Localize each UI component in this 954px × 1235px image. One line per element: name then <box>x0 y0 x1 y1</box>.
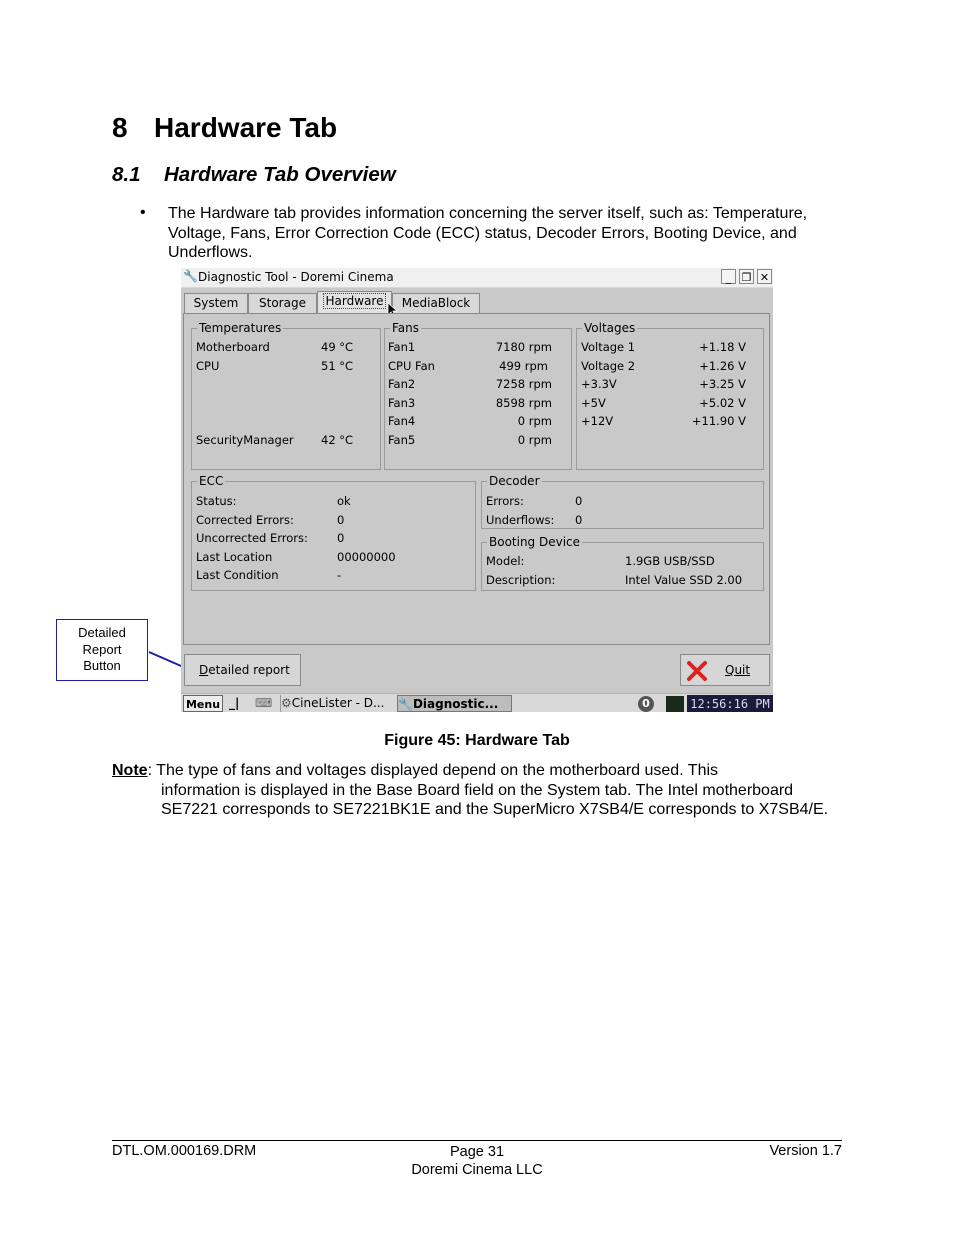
booting-label: Model: <box>486 554 525 568</box>
fan-value: 0 rpm <box>517 432 552 447</box>
decoder-label: Underflows: <box>486 513 555 527</box>
figure-caption: Figure 45: Hardware Tab <box>384 732 570 749</box>
voltage-value: +11.90 V <box>691 414 746 429</box>
ecc-value: ok <box>337 494 351 508</box>
tab-storage[interactable]: Storage <box>248 293 317 313</box>
voltage-label: +12V <box>581 414 614 429</box>
keyboard-icon[interactable]: ⌨ <box>255 696 273 710</box>
taskbar-cinelister[interactable] <box>280 695 392 712</box>
ecc-value: 00000000 <box>337 550 396 564</box>
detailed-report-button[interactable] <box>184 654 301 686</box>
minimize-button[interactable]: _ <box>721 269 736 284</box>
group-title: Decoder <box>489 474 540 488</box>
voltages-list <box>581 340 746 433</box>
fan-row <box>388 340 552 359</box>
ecc-label: Uncorrected Errors: <box>196 531 308 545</box>
fan-row <box>388 396 552 415</box>
bullet-text: The Hardware tab provides information concerning the server itself, such as: Temperature, Voltage, Fans, Error Correction Code (ECC) status, Decoder Errors, Booting Device, and Underflows. <box>168 205 808 261</box>
taskbar-clock: 12:56:16 PM <box>687 695 773 712</box>
ecc-value: 0 <box>337 531 345 545</box>
voltage-value: +5.02 V <box>699 395 746 410</box>
callout-line: Detailed <box>78 625 126 640</box>
fan-row <box>388 414 552 433</box>
voltage-row <box>581 414 746 433</box>
taskbar <box>181 693 773 712</box>
voltage-value: +1.26 V <box>699 358 746 373</box>
wrench-icon: 🔧 <box>398 697 413 711</box>
voltage-value: +1.18 V <box>699 340 746 354</box>
ecc-value: 0 <box>337 513 345 527</box>
decoder-value: 0 <box>575 494 583 508</box>
fan-row <box>388 359 552 378</box>
group-title: Voltages <box>584 321 636 335</box>
temperature-value: 51 °C <box>321 359 354 373</box>
fans-list <box>388 340 552 452</box>
detailed-report-callout <box>56 619 148 681</box>
fan-value: 8598 rpm <box>495 395 552 410</box>
booting-label: Description: <box>486 573 556 587</box>
red-x-icon <box>686 660 708 682</box>
callout-line: Button <box>83 658 121 673</box>
voltage-label: +3.3V <box>581 377 617 392</box>
quit-label: Quit <box>725 663 751 677</box>
group-title: ECC <box>199 474 224 488</box>
bullet-dot: • <box>140 204 146 221</box>
diagnostic-label: Diagnostic... <box>412 697 499 711</box>
fan-label: Fan2 <box>388 377 416 392</box>
window-titlebar <box>181 268 773 288</box>
decoder-label: Errors: <box>486 494 524 508</box>
group-title: Booting Device <box>489 535 581 549</box>
ecc-label: Corrected Errors: <box>196 513 294 527</box>
fan-label: Fan4 <box>388 414 416 429</box>
maximize-button[interactable]: ❐ <box>739 269 754 284</box>
footer-version: Version 1.7 <box>769 1143 842 1159</box>
cpu-monitor-icon <box>666 696 684 712</box>
fan-value: 0 rpm <box>517 414 552 429</box>
cinelister-label: CineLister - D... <box>291 696 385 710</box>
group-title: Fans <box>392 321 420 335</box>
callout-line: Report <box>82 641 122 657</box>
notification-badge[interactable]: 0 <box>638 696 654 712</box>
voltage-label: Voltage 1 <box>581 340 636 354</box>
voltage-row <box>581 396 746 415</box>
booting-value: Intel Value SSD 2.00 <box>625 573 743 587</box>
close-button[interactable]: ✕ <box>757 269 772 284</box>
subsection-heading <box>112 163 396 187</box>
footer-company: Doremi Cinema LLC <box>411 1162 543 1178</box>
temperature-label: CPU <box>196 359 220 373</box>
ecc-label: Last Condition <box>196 568 279 582</box>
note-paragraph <box>112 761 852 820</box>
ecc-label: Status: <box>196 494 237 508</box>
hardware-panel <box>183 313 770 645</box>
note-text: : The type of fans and voltages displayed depend on the motherboard used. This <box>147 762 719 779</box>
diagnostic-tool-window <box>181 268 773 712</box>
section-heading <box>112 112 337 144</box>
note-continued: information is displayed in the Base Board field on the System tab. The Intel motherboard SE7221 corresponds to SE7221BK1E and the SuperMicro X7SB4/E corresponds to X7SB4/E. <box>161 781 829 818</box>
temperature-label: SecurityManager <box>196 433 294 447</box>
fan-row <box>388 377 552 396</box>
fan-row <box>388 433 552 452</box>
detailed-report-label: Detailed report <box>199 663 290 677</box>
voltage-row <box>581 340 746 359</box>
desktop-toggle-icon[interactable]: _| <box>229 696 240 710</box>
voltage-value: +3.25 V <box>699 377 746 392</box>
footer-doc-id: DTL.OM.000169.DRM <box>112 1143 257 1159</box>
fan-label: Fan5 <box>388 432 416 447</box>
booting-value: 1.9GB USB/SSD <box>625 554 715 568</box>
footer-divider <box>112 1140 842 1141</box>
ecc-value: - <box>337 568 342 582</box>
subsection-title: Hardware Tab Overview <box>164 163 396 186</box>
temperature-value: 49 °C <box>321 340 354 354</box>
ecc-label: Last Location <box>196 550 273 564</box>
window-title: Diagnostic Tool - Doremi Cinema <box>198 270 394 284</box>
subsection-number: 8.1 <box>112 163 141 186</box>
voltage-row <box>581 377 746 396</box>
tab-hardware[interactable]: Hardware <box>317 291 392 314</box>
wrench-icon: 🔧 <box>183 269 198 283</box>
fan-value: 7258 rpm <box>495 377 552 392</box>
voltage-row <box>581 359 746 378</box>
section-title: Hardware Tab <box>154 112 338 143</box>
film-reel-icon: ⚙ <box>281 696 292 710</box>
menu-button[interactable]: Menu <box>183 695 223 712</box>
temperature-label: Motherboard <box>196 340 270 354</box>
voltage-label: +5V <box>581 395 606 410</box>
group-title: Temperatures <box>199 321 282 335</box>
fan-label: CPU Fan <box>388 358 435 373</box>
section-number: 8 <box>112 112 128 143</box>
fan-value: 499 rpm <box>499 358 548 373</box>
decoder-value: 0 <box>575 513 583 527</box>
temperature-value: 42 °C <box>321 433 354 447</box>
fan-label: Fan3 <box>388 395 416 410</box>
fan-value: 7180 rpm <box>495 340 552 354</box>
tab-mediablock[interactable]: MediaBlock <box>392 293 480 313</box>
taskbar-diagnostic[interactable] <box>397 695 512 712</box>
fan-label: Fan1 <box>388 340 416 354</box>
tab-system[interactable]: System <box>184 293 248 313</box>
voltage-label: Voltage 2 <box>581 358 636 373</box>
quit-button[interactable] <box>680 654 770 686</box>
footer-page: Page 31 <box>449 1144 505 1160</box>
note-label: Note <box>112 762 148 779</box>
